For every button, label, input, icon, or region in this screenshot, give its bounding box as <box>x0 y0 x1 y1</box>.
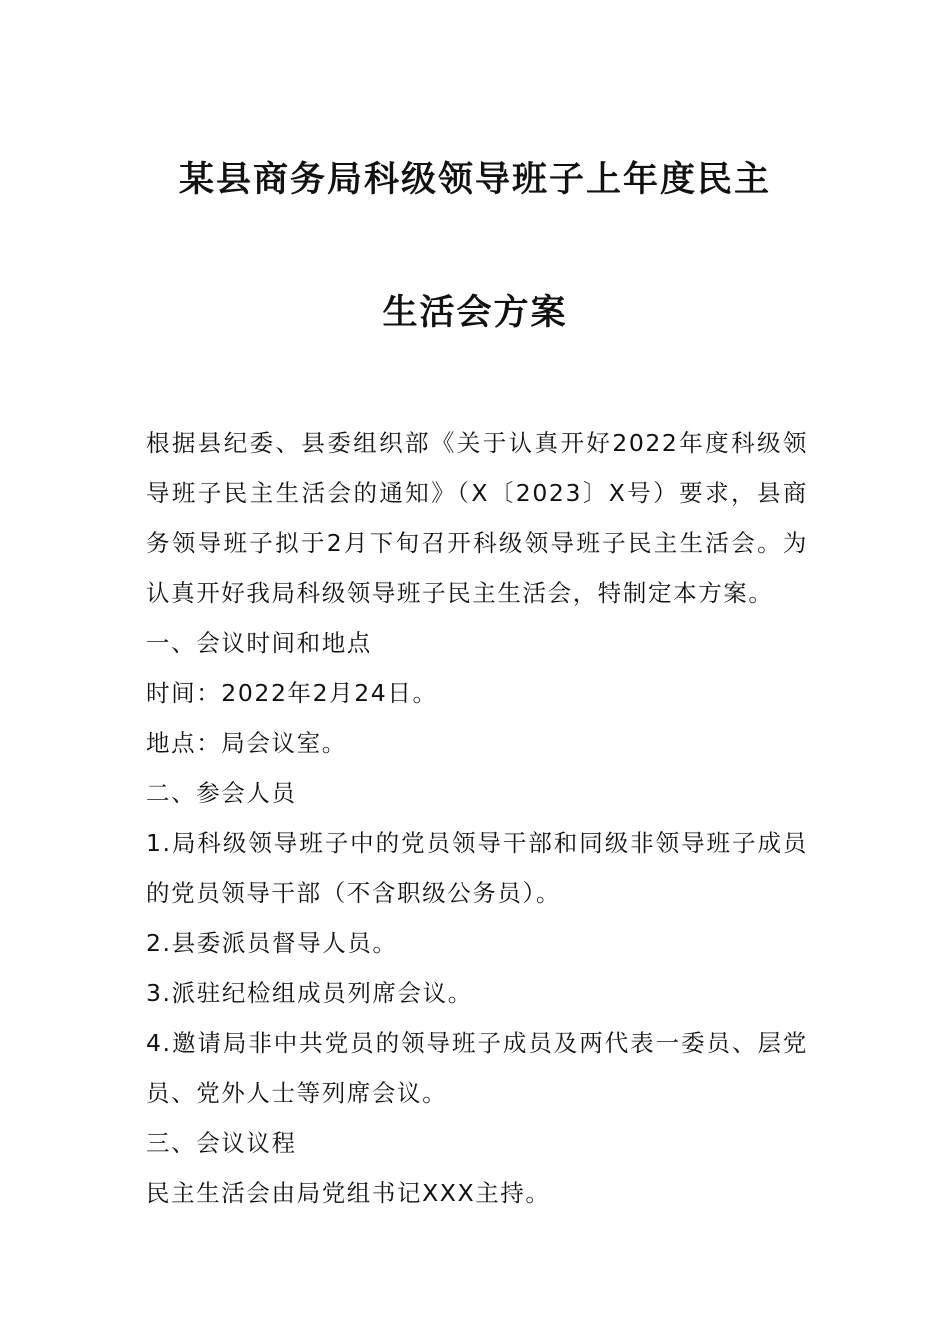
document-title-line-1: 某县商务局科级领导班子上年度民主 <box>178 159 771 200</box>
attendee-item-2: 2.县委派员督导人员。 <box>146 929 398 957</box>
agenda-host-line: 民主生活会由局党组书记XXX主持。 <box>146 1179 551 1207</box>
section-heading-attendees: 二、参会人员 <box>146 779 297 807</box>
meeting-location: 地点：局会议室。 <box>146 729 347 757</box>
intro-paragraph: 根据县纪委、县委组织部《关于认真开好2022年度科级领导班子民主生活会的通知》（X〔2023〕X号）要求，县商务领导班子拟于2月下旬召开科级领导班子民主生活会。为认真开好我局科级领导班子民主生活会，特制定本方案。 <box>146 429 808 607</box>
attendee-item-1: 1.局科级领导班子中的党员领导干部和同级非领导班子成员的党员领导干部（不含职级公务员）。 <box>146 829 808 907</box>
document-title-line-2: 生活会方案 <box>382 292 568 333</box>
meeting-time: 时间：2022年2月24日。 <box>146 679 438 707</box>
document-body <box>146 418 808 1218</box>
attendee-item-3: 3.派驻纪检组成员列席会议。 <box>146 979 473 1007</box>
section-heading-time-location: 一、会议时间和地点 <box>146 629 372 657</box>
attendee-item-4: 4.邀请局非中共党员的领导班子成员及两代表一委员、层党员、党外人士等列席会议。 <box>146 1029 808 1107</box>
section-heading-agenda: 三、会议议程 <box>146 1129 297 1157</box>
